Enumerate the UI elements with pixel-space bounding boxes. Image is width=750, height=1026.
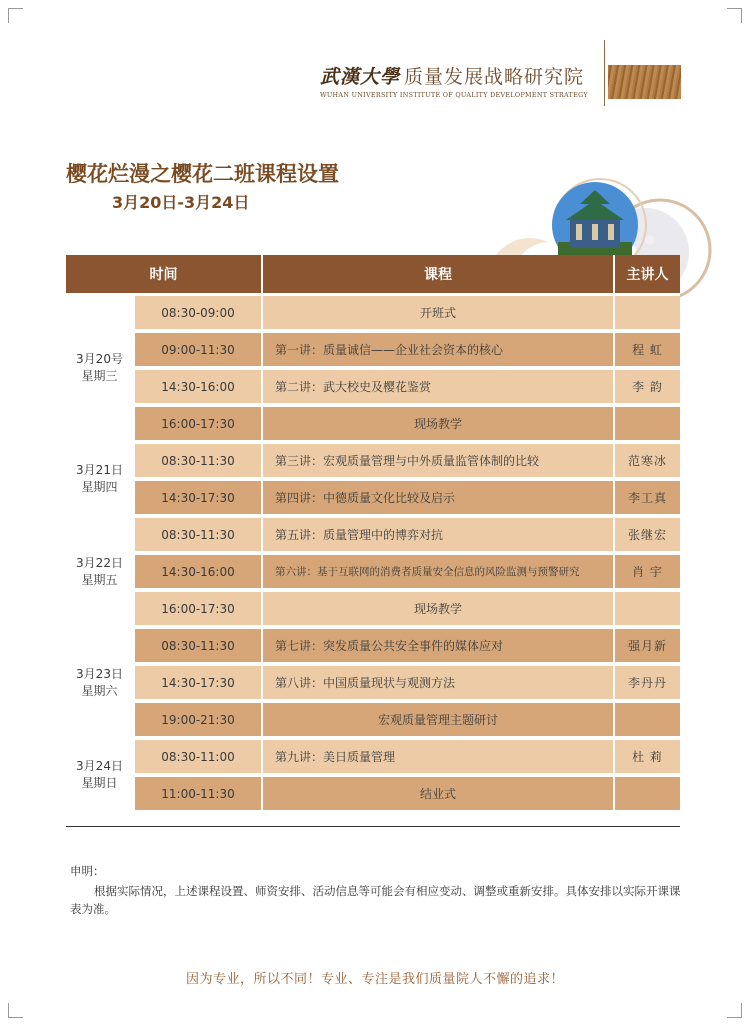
day-cell — [66, 627, 134, 738]
table-row — [66, 331, 680, 368]
lecturer-cell: 李工真 — [614, 479, 680, 516]
time-cell: 08:30-11:00 — [134, 738, 262, 775]
course-cell: 现场教学 — [262, 405, 614, 442]
time-cell: 11:00-11:30 — [134, 775, 262, 812]
table-row — [66, 442, 680, 479]
crop-mark — [727, 1003, 742, 1018]
course-cell: 宏观质量管理主题研讨 — [262, 701, 614, 738]
column-header-time: 时间 — [66, 255, 262, 295]
lecturer-cell — [614, 405, 680, 442]
day-cell — [66, 442, 134, 516]
institute-name-cn — [320, 62, 610, 89]
day-date: 3月21日 — [76, 463, 123, 477]
column-header-course: 课程 — [262, 255, 614, 295]
table-row — [66, 738, 680, 775]
disclaimer-heading: 申明： — [70, 864, 105, 878]
time-cell: 09:00-11:30 — [134, 331, 262, 368]
lecturer-cell: 杜 莉 — [614, 738, 680, 775]
course-cell: 第八讲：中国质量现状与观测方法 — [262, 664, 614, 701]
disclaimer — [70, 862, 682, 918]
crop-mark — [8, 8, 23, 23]
course-cell: 开班式 — [262, 295, 614, 332]
institute-header — [320, 62, 610, 99]
crop-mark — [8, 1003, 23, 1018]
page-title: 樱花烂漫之樱花二班课程设置 — [66, 162, 339, 186]
lecturer-cell: 肖 宇 — [614, 553, 680, 590]
lecturer-cell: 李 韵 — [614, 368, 680, 405]
table-row — [66, 553, 680, 590]
lecturer-cell: 张继宏 — [614, 516, 680, 553]
course-cell: 现场教学 — [262, 590, 614, 627]
lecturer-cell: 强月新 — [614, 627, 680, 664]
day-date: 3月20号 — [76, 352, 123, 366]
day-date: 3月23日 — [76, 666, 123, 681]
table-row — [66, 295, 680, 332]
course-cell: 第六讲：基于互联网的消费者质量安全信息的风险监测与预警研究 — [262, 553, 614, 590]
day-weekday: 星期六 — [81, 683, 118, 698]
time-cell: 08:30-09:00 — [134, 295, 262, 332]
time-cell: 08:30-11:30 — [134, 516, 262, 553]
header-divider — [604, 40, 605, 106]
course-schedule-table — [66, 255, 680, 814]
course-cell: 第三讲：宏观质量管理与中外质量监管体制的比较 — [262, 442, 614, 479]
institute-name: 质量发展战略研究院 — [404, 66, 585, 88]
time-cell: 16:00-17:30 — [134, 590, 262, 627]
course-cell: 第七讲：突发质量公共安全事件的媒体应对 — [262, 627, 614, 664]
table-row — [66, 479, 680, 516]
table-row — [66, 701, 680, 738]
time-cell: 14:30-16:00 — [134, 368, 262, 405]
time-cell: 19:00-21:30 — [134, 701, 262, 738]
time-cell: 14:30-17:30 — [134, 664, 262, 701]
day-weekday: 星期五 — [81, 572, 118, 587]
day-date: 3月24日 — [76, 759, 123, 773]
course-cell: 第一讲：质量诚信——企业社会资本的核心 — [262, 331, 614, 368]
day-cell — [66, 516, 134, 627]
wood-texture-block — [608, 65, 681, 99]
table-row — [66, 590, 680, 627]
course-cell: 第五讲：质量管理中的博弈对抗 — [262, 516, 614, 553]
date-range: 3月20日-3月24日 — [112, 193, 250, 212]
lecturer-cell: 程 虹 — [614, 331, 680, 368]
day-cell — [66, 295, 134, 443]
time-cell: 08:30-11:30 — [134, 627, 262, 664]
lecturer-cell — [614, 590, 680, 627]
day-cell — [66, 738, 134, 812]
table-row — [66, 664, 680, 701]
table-row — [66, 516, 680, 553]
time-cell: 14:30-17:30 — [134, 479, 262, 516]
column-header-lecturer: 主讲人 — [614, 255, 680, 295]
lecturer-cell: 李丹丹 — [614, 664, 680, 701]
course-cell: 第二讲：武大校史及樱花鉴赏 — [262, 368, 614, 405]
day-date: 3月22日 — [76, 555, 123, 570]
day-weekday: 星期三 — [81, 369, 118, 383]
course-cell: 第九讲：美日质量管理 — [262, 738, 614, 775]
footer-slogan: 因为专业，所以不同！专业、专注是我们质量院人不懈的追求！ — [185, 972, 564, 987]
crop-mark — [727, 8, 742, 23]
lecturer-cell — [614, 295, 680, 332]
table-bottom-rule — [66, 826, 680, 827]
disclaimer-text: 根据实际情况，上述课程设置、师资安排、活动信息等可能会有相应变动、调整或重新安排。具体安排以实际开课课表为准。 — [70, 884, 681, 916]
lecturer-cell — [614, 775, 680, 812]
table-row — [66, 368, 680, 405]
time-cell: 08:30-11:30 — [134, 442, 262, 479]
table-row — [66, 405, 680, 442]
table-row — [66, 627, 680, 664]
time-cell: 14:30-16:00 — [134, 553, 262, 590]
lecturer-cell — [614, 701, 680, 738]
course-cell: 第四讲：中德质量文化比较及启示 — [262, 479, 614, 516]
institute-name-en: WUHAN UNIVERSITY INSTITUTE OF QUALITY DEVELOPMENT STRATEGY — [320, 91, 588, 99]
university-logo-text: 武漢大學 — [320, 66, 401, 88]
lecturer-cell: 范寒冰 — [614, 442, 680, 479]
time-cell: 16:00-17:30 — [134, 405, 262, 442]
day-weekday: 星期日 — [81, 776, 118, 790]
table-row — [66, 775, 680, 812]
day-weekday: 星期四 — [81, 480, 118, 494]
course-cell: 结业式 — [262, 775, 614, 812]
